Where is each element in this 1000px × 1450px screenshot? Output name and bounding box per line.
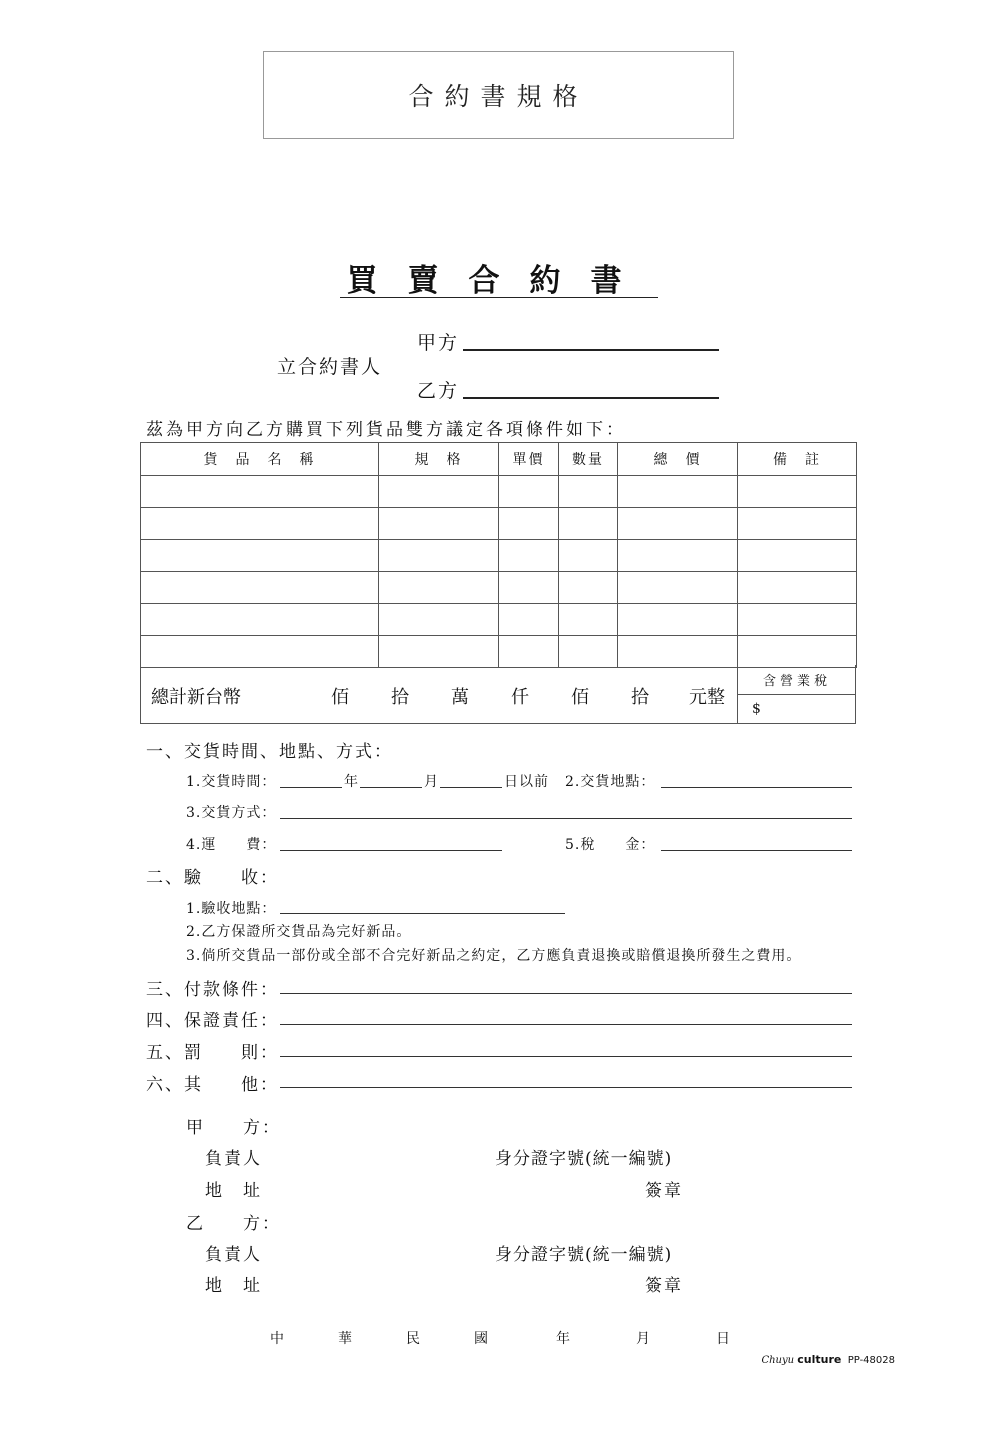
cell[interactable] xyxy=(559,540,618,572)
header-unit-price: 單價 xyxy=(499,443,559,476)
cell[interactable] xyxy=(618,508,738,540)
tax-box xyxy=(737,665,856,723)
header-spec: 規 格 xyxy=(379,443,499,476)
warranty-line[interactable] xyxy=(280,1024,852,1025)
cell[interactable] xyxy=(379,508,499,540)
table-row xyxy=(141,572,857,604)
cell[interactable] xyxy=(379,476,499,508)
sign-b-seal: 簽章 xyxy=(645,1276,683,1296)
cell[interactable] xyxy=(141,604,379,636)
unit-wan: 萬 xyxy=(451,687,469,708)
cell[interactable] xyxy=(559,476,618,508)
cell[interactable] xyxy=(379,572,499,604)
cell[interactable] xyxy=(379,636,499,668)
table-row xyxy=(141,508,857,540)
unit-ten: 拾 xyxy=(631,687,649,708)
cell[interactable] xyxy=(499,604,559,636)
tax-currency[interactable]: $ xyxy=(752,701,761,717)
delivery-place-line[interactable] xyxy=(661,787,852,788)
spec-title-box xyxy=(263,51,734,139)
delivery-method-line[interactable] xyxy=(280,818,852,819)
inspection-item-2: 2.乙方保證所交貨品為完好新品。 xyxy=(186,924,412,940)
section1-title: 一、交貨時間、地點、方式： xyxy=(146,742,393,762)
cell[interactable] xyxy=(738,476,857,508)
cell[interactable] xyxy=(559,572,618,604)
penalty-line[interactable] xyxy=(280,1056,852,1057)
section3-title: 三、付款條件： xyxy=(146,980,279,1000)
header-total-price: 總 價 xyxy=(618,443,738,476)
date-roc: 中 華 民 國 xyxy=(270,1331,508,1347)
document-title: 買賣合約書 xyxy=(346,263,652,299)
cell[interactable] xyxy=(499,636,559,668)
tax-line[interactable] xyxy=(661,850,852,851)
payment-terms-line[interactable] xyxy=(280,993,852,994)
cell[interactable] xyxy=(141,476,379,508)
sign-party-b: 乙 方： xyxy=(186,1214,281,1234)
cell[interactable] xyxy=(499,540,559,572)
header-quantity: 數量 xyxy=(559,443,618,476)
product-code: PP-48028 xyxy=(847,1355,895,1366)
party-b-line[interactable] xyxy=(463,397,719,399)
cell[interactable] xyxy=(738,604,857,636)
cell[interactable] xyxy=(379,540,499,572)
delivery-method-label: 3.交貨方式： xyxy=(186,805,277,821)
sign-b-address: 地 址 xyxy=(205,1276,262,1296)
cell[interactable] xyxy=(559,636,618,668)
section5-title: 五、罰 則： xyxy=(146,1043,279,1063)
tax-label-field: 5.稅 金： xyxy=(565,837,656,853)
spec-title: 合約書規格 xyxy=(408,82,589,111)
table-row xyxy=(141,476,857,508)
section4-title: 四、保證責任： xyxy=(146,1011,279,1031)
table-row xyxy=(141,604,857,636)
unit-ten-thousand-ten: 拾 xyxy=(391,687,409,708)
year-label: 年 xyxy=(344,774,358,790)
before-label: 日以前 xyxy=(504,774,549,790)
sign-b-person: 負責人 xyxy=(205,1245,262,1265)
header-goods-name: 貨 品 名 稱 xyxy=(141,443,379,476)
cell[interactable] xyxy=(618,572,738,604)
cell[interactable] xyxy=(499,508,559,540)
freight-line[interactable] xyxy=(280,850,502,851)
section6-title: 六、其 他： xyxy=(146,1075,279,1095)
delivery-month-line[interactable] xyxy=(360,787,422,788)
cell[interactable] xyxy=(499,572,559,604)
unit-thousand: 仟 xyxy=(511,687,529,708)
cell[interactable] xyxy=(618,476,738,508)
delivery-year-line[interactable] xyxy=(280,787,342,788)
brand-script: Chuyu xyxy=(761,1355,795,1366)
cell[interactable] xyxy=(141,636,379,668)
table-row xyxy=(141,540,857,572)
delivery-day-line[interactable] xyxy=(440,787,502,788)
table-header-row xyxy=(141,443,857,476)
sign-party-a: 甲 方： xyxy=(186,1118,281,1138)
inspection-item-3: 3.倘所交貨品一部份或全部不合完好新品之約定，乙方應負責退換或賠償退換所發生之費用。 xyxy=(186,948,802,964)
table-row xyxy=(141,636,857,668)
cell[interactable] xyxy=(618,540,738,572)
parties-label: 立合約書人 xyxy=(277,356,383,378)
inspection-place-label: 1.驗收地點： xyxy=(186,901,277,917)
goods-table xyxy=(140,442,857,668)
cell[interactable] xyxy=(738,508,857,540)
intro-text: 茲為甲方向乙方購買下列貨品雙方議定各項條件如下： xyxy=(146,420,626,440)
cell[interactable] xyxy=(618,636,738,668)
total-row xyxy=(140,665,856,724)
sign-a-id: 身分證字號(統一編號) xyxy=(495,1149,673,1169)
sign-a-person: 負責人 xyxy=(205,1149,262,1169)
freight-label: 4.運 費： xyxy=(186,837,277,853)
party-b-label: 乙方 xyxy=(417,380,460,402)
sign-b-id: 身分證字號(統一編號) xyxy=(495,1245,673,1265)
sign-a-seal: 簽章 xyxy=(645,1181,683,1201)
header-remarks: 備 註 xyxy=(738,443,857,476)
inspection-place-line[interactable] xyxy=(280,913,565,914)
date-year: 年 xyxy=(556,1331,570,1347)
sign-a-address: 地 址 xyxy=(205,1181,262,1201)
cell[interactable] xyxy=(141,572,379,604)
cell[interactable] xyxy=(559,604,618,636)
delivery-place-label: 2.交貨地點： xyxy=(565,774,656,790)
delivery-time-label: 1.交貨時間： xyxy=(186,774,277,790)
cell[interactable] xyxy=(141,540,379,572)
unit-hundred: 佰 xyxy=(571,687,589,708)
cell[interactable] xyxy=(379,604,499,636)
brand-name: culture xyxy=(797,1353,842,1366)
unit-yuan: 元整 xyxy=(689,687,725,708)
title-underline xyxy=(340,297,658,298)
cell[interactable] xyxy=(618,604,738,636)
cell[interactable] xyxy=(738,636,857,668)
date-day: 日 xyxy=(716,1331,730,1347)
section2-title: 二、驗 收： xyxy=(146,868,279,888)
cell[interactable] xyxy=(559,508,618,540)
cell[interactable] xyxy=(141,508,379,540)
date-month: 月 xyxy=(636,1331,650,1347)
month-label: 月 xyxy=(424,774,438,790)
other-line[interactable] xyxy=(280,1087,852,1088)
cell[interactable] xyxy=(738,572,857,604)
unit-hundred-thousand: 佰 xyxy=(331,687,349,708)
total-label: 總計新台幣 xyxy=(151,687,241,708)
party-a-label: 甲方 xyxy=(417,332,460,354)
cell[interactable] xyxy=(499,476,559,508)
brand-mark xyxy=(761,1353,895,1366)
party-a-line[interactable] xyxy=(463,349,719,351)
tax-label: 含營業稅 xyxy=(738,665,856,695)
cell[interactable] xyxy=(738,540,857,572)
